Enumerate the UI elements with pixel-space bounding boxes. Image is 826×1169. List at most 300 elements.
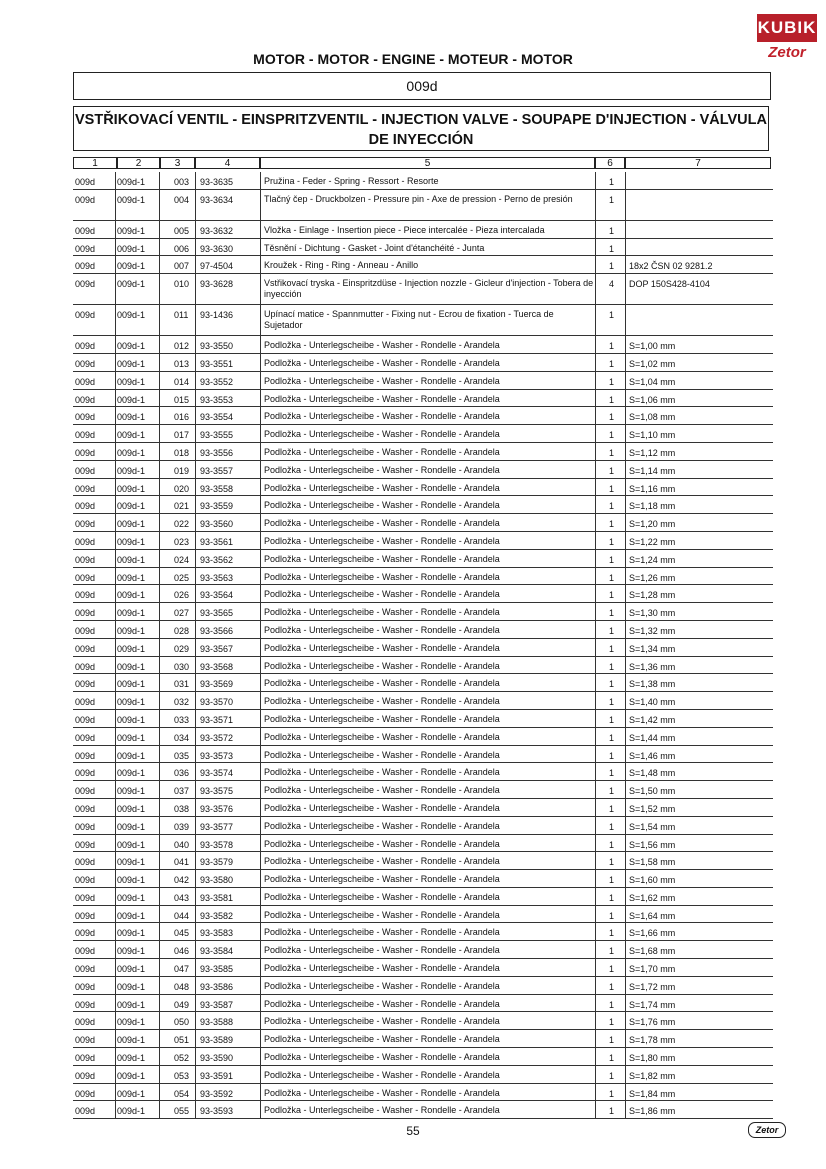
column-divider xyxy=(115,172,116,189)
column-divider xyxy=(195,305,196,335)
cell-c1: 009d xyxy=(75,1053,96,1064)
cell-c1: 009d xyxy=(75,892,96,903)
column-divider xyxy=(115,496,116,513)
cell-c2: 009d-1 xyxy=(117,341,146,352)
cell-c4: 93-3563 xyxy=(200,572,234,583)
cell-c6: 1 xyxy=(609,310,615,321)
cell-c7: S=1,82 mm xyxy=(629,1070,676,1081)
column-divider xyxy=(625,1084,626,1101)
cell-c3: 022 xyxy=(174,519,190,530)
cell-c3: 038 xyxy=(174,803,190,814)
cell-c1: 009d xyxy=(75,194,96,205)
column-divider xyxy=(260,1048,261,1065)
column-divider xyxy=(595,781,596,798)
cell-c1: 009d xyxy=(75,177,96,187)
column-divider xyxy=(159,603,160,620)
table-row xyxy=(73,941,773,959)
column-divider xyxy=(595,585,596,602)
column-divider xyxy=(159,977,160,994)
cell-c4: 93-3585 xyxy=(200,964,234,975)
column-divider xyxy=(595,221,596,238)
cell-c2: 009d-1 xyxy=(117,679,146,690)
column-divider xyxy=(159,514,160,531)
cell-c2: 009d-1 xyxy=(117,376,146,387)
cell-c2: 009d-1 xyxy=(117,279,146,290)
column-divider xyxy=(625,190,626,220)
column-divider xyxy=(115,239,116,256)
cell-c4: 93-3592 xyxy=(200,1088,234,1099)
cell-c5: Podložka - Unterlegscheibe - Washer - Rondelle - Arandela xyxy=(264,642,500,653)
column-divider xyxy=(195,425,196,442)
cell-c5: Podložka - Unterlegscheibe - Washer - Rondelle - Arandela xyxy=(264,500,500,511)
cell-c4: 93-3573 xyxy=(200,750,234,761)
column-divider xyxy=(115,479,116,496)
table-row xyxy=(73,1066,773,1084)
table-row xyxy=(73,221,773,239)
column-divider xyxy=(595,995,596,1012)
column-divider xyxy=(260,852,261,869)
cell-c1: 009d xyxy=(75,821,96,832)
cell-c3: 004 xyxy=(174,194,190,205)
cell-c5: Podložka - Unterlegscheibe - Washer - Rondelle - Arandela xyxy=(264,749,500,760)
column-divider xyxy=(260,870,261,887)
column-divider xyxy=(159,550,160,567)
column-divider xyxy=(595,959,596,976)
cell-c5: Podložka - Unterlegscheibe - Washer - Rondelle - Arandela xyxy=(264,891,500,902)
cell-c3: 006 xyxy=(174,243,190,254)
column-divider xyxy=(625,550,626,567)
cell-c7: S=1,56 mm xyxy=(629,839,676,850)
cell-c4: 93-3567 xyxy=(200,643,234,654)
cell-c5: Podložka - Unterlegscheibe - Washer - Rondelle - Arandela xyxy=(264,945,500,956)
cell-c2: 009d-1 xyxy=(117,554,146,565)
column-divider xyxy=(195,585,196,602)
column-divider xyxy=(595,692,596,709)
cell-c2: 009d-1 xyxy=(117,225,146,236)
column-divider xyxy=(260,532,261,549)
column-divider xyxy=(595,274,596,304)
column-divider xyxy=(195,172,196,189)
cell-c1: 009d xyxy=(75,981,96,992)
table-row xyxy=(73,532,773,550)
cell-c7: S=1,14 mm xyxy=(629,465,676,476)
column-divider xyxy=(159,959,160,976)
cell-c2: 009d-1 xyxy=(117,714,146,725)
column-divider xyxy=(115,799,116,816)
cell-c2: 009d-1 xyxy=(117,643,146,654)
column-divider xyxy=(159,407,160,424)
column-divider xyxy=(625,674,626,691)
cell-c3: 035 xyxy=(174,750,190,761)
column-divider xyxy=(115,995,116,1012)
table-row xyxy=(73,274,773,305)
column-divider xyxy=(260,390,261,407)
cell-c5: Podložka - Unterlegscheibe - Washer - Rondelle - Arandela xyxy=(264,856,500,867)
cell-c2: 009d-1 xyxy=(117,928,146,939)
column-divider xyxy=(625,799,626,816)
column-divider xyxy=(260,1101,261,1118)
cell-c5: Vstřikovací tryska - Einspritzdüse - Injection nozzle - Gicleur d'injection - Tobera de inyección xyxy=(264,278,594,300)
zetor-logo: Zetor xyxy=(768,44,806,61)
cell-c5: Podložka - Unterlegscheibe - Washer - Rondelle - Arandela xyxy=(264,731,500,742)
cell-c3: 028 xyxy=(174,625,190,636)
column-divider xyxy=(195,190,196,220)
column-divider xyxy=(625,407,626,424)
cell-c2: 009d-1 xyxy=(117,910,146,921)
table-row xyxy=(73,817,773,835)
cell-c7: S=1,62 mm xyxy=(629,892,676,903)
cell-c6: 1 xyxy=(609,857,615,868)
column-divider xyxy=(159,1048,160,1065)
column-divider xyxy=(595,1101,596,1118)
column-divider xyxy=(260,710,261,727)
column-divider xyxy=(195,443,196,460)
column-divider xyxy=(260,603,261,620)
table-row xyxy=(73,1084,773,1102)
column-divider xyxy=(625,763,626,780)
table-row xyxy=(73,1048,773,1066)
cell-c5: Pružina - Feder - Spring - Ressort - Resorte xyxy=(264,176,439,186)
cell-c7: S=1,38 mm xyxy=(629,679,676,690)
column-divider xyxy=(115,852,116,869)
cell-c6: 1 xyxy=(609,910,615,921)
column-divider xyxy=(195,1066,196,1083)
cell-c2: 009d-1 xyxy=(117,194,146,205)
column-divider xyxy=(260,639,261,656)
cell-c4: 93-3584 xyxy=(200,946,234,957)
cell-c3: 054 xyxy=(174,1088,190,1099)
cell-c1: 009d xyxy=(75,625,96,636)
cell-c6: 1 xyxy=(609,465,615,476)
cell-c7: S=1,80 mm xyxy=(629,1053,676,1064)
cell-c1: 009d xyxy=(75,1106,96,1117)
column-divider xyxy=(260,239,261,256)
column-divider xyxy=(595,1066,596,1083)
cell-c7: S=1,32 mm xyxy=(629,625,676,636)
column-divider xyxy=(159,941,160,958)
table-row xyxy=(73,746,773,764)
column-divider xyxy=(195,550,196,567)
cell-c7: S=1,42 mm xyxy=(629,714,676,725)
column-divider xyxy=(595,977,596,994)
column-divider xyxy=(159,728,160,745)
cell-c4: 93-3570 xyxy=(200,697,234,708)
cell-c7: S=1,54 mm xyxy=(629,821,676,832)
cell-c6: 1 xyxy=(609,1088,615,1099)
cell-c5: Podložka - Unterlegscheibe - Washer - Rondelle - Arandela xyxy=(264,446,500,457)
cell-c3: 049 xyxy=(174,999,190,1010)
cell-c7: S=1,48 mm xyxy=(629,768,676,779)
column-divider xyxy=(260,941,261,958)
column-divider xyxy=(595,1012,596,1029)
cell-c6: 1 xyxy=(609,358,615,369)
column-divider xyxy=(625,959,626,976)
column-divider xyxy=(260,1030,261,1047)
cell-c2: 009d-1 xyxy=(117,310,146,321)
column-divider xyxy=(595,621,596,638)
column-divider xyxy=(595,568,596,585)
cell-c5: Vložka - Einlage - Insertion piece - Piece intercalée - Pieza intercalada xyxy=(264,224,545,235)
column-divider xyxy=(625,639,626,656)
column-divider xyxy=(595,603,596,620)
column-divider xyxy=(195,221,196,238)
column-divider xyxy=(625,479,626,496)
column-divider xyxy=(195,496,196,513)
column-divider xyxy=(595,461,596,478)
cell-c4: 93-3630 xyxy=(200,243,234,254)
cell-c2: 009d-1 xyxy=(117,981,146,992)
cell-c1: 009d xyxy=(75,430,96,441)
cell-c1: 009d xyxy=(75,875,96,886)
cell-c6: 1 xyxy=(609,519,615,530)
table-row xyxy=(73,256,773,274)
cell-c3: 029 xyxy=(174,643,190,654)
column-divider xyxy=(625,817,626,834)
cell-c2: 009d-1 xyxy=(117,1106,146,1117)
column-divider xyxy=(625,568,626,585)
column-divider xyxy=(115,354,116,371)
column-divider xyxy=(159,336,160,353)
column-divider xyxy=(595,479,596,496)
column-divider xyxy=(625,1101,626,1118)
column-divider xyxy=(625,172,626,189)
cell-c5: Podložka - Unterlegscheibe - Washer - Rondelle - Arandela xyxy=(264,1105,500,1116)
column-divider xyxy=(159,568,160,585)
page-title: MOTOR - MOTOR - ENGINE - MOTEUR - MOTOR xyxy=(253,51,573,67)
cell-c5: Podložka - Unterlegscheibe - Washer - Rondelle - Arandela xyxy=(264,785,500,796)
cell-c4: 93-3581 xyxy=(200,892,234,903)
cell-c6: 1 xyxy=(609,839,615,850)
column-divider xyxy=(260,799,261,816)
cell-c6: 1 xyxy=(609,643,615,654)
table-row xyxy=(73,425,773,443)
cell-c4: 93-1436 xyxy=(200,310,234,321)
column-divider xyxy=(595,354,596,371)
cell-c7: S=1,26 mm xyxy=(629,572,676,583)
column-divider xyxy=(115,585,116,602)
column-divider xyxy=(260,1084,261,1101)
cell-c5: Podložka - Unterlegscheibe - Washer - Rondelle - Arandela xyxy=(264,1016,500,1027)
cell-c1: 009d xyxy=(75,839,96,850)
cell-c1: 009d xyxy=(75,857,96,868)
cell-c4: 93-3586 xyxy=(200,981,234,992)
cell-c4: 93-3578 xyxy=(200,839,234,850)
column-divider xyxy=(260,443,261,460)
column-divider xyxy=(195,479,196,496)
cell-c3: 019 xyxy=(174,465,190,476)
cell-c7: S=1,18 mm xyxy=(629,501,676,512)
column-divider xyxy=(260,888,261,905)
column-divider xyxy=(159,763,160,780)
column-divider xyxy=(595,799,596,816)
column-divider xyxy=(115,1012,116,1029)
cell-c5: Podložka - Unterlegscheibe - Washer - Rondelle - Arandela xyxy=(264,589,500,600)
column-divider xyxy=(625,906,626,923)
cell-c3: 012 xyxy=(174,341,190,352)
cell-c5: Podložka - Unterlegscheibe - Washer - Rondelle - Arandela xyxy=(264,553,500,564)
column-divider xyxy=(159,443,160,460)
cell-c5: Podložka - Unterlegscheibe - Washer - Rondelle - Arandela xyxy=(264,696,500,707)
column-divider xyxy=(159,692,160,709)
cell-c2: 009d-1 xyxy=(117,430,146,441)
column-divider xyxy=(595,256,596,273)
cell-c1: 009d xyxy=(75,279,96,290)
column-divider xyxy=(625,425,626,442)
column-divider xyxy=(195,923,196,940)
cell-c1: 009d xyxy=(75,786,96,797)
column-divider xyxy=(115,674,116,691)
column-divider xyxy=(625,728,626,745)
column-divider xyxy=(625,305,626,335)
column-divider xyxy=(195,461,196,478)
cell-c7: S=1,36 mm xyxy=(629,661,676,672)
cell-c2: 009d-1 xyxy=(117,261,146,272)
cell-c6: 1 xyxy=(609,501,615,512)
cell-c6: 1 xyxy=(609,394,615,405)
column-divider xyxy=(195,763,196,780)
column-divider xyxy=(115,190,116,220)
cell-c1: 009d xyxy=(75,412,96,423)
column-divider xyxy=(625,835,626,852)
column-divider xyxy=(115,1030,116,1047)
cell-c1: 009d xyxy=(75,732,96,743)
cell-c4: 93-3583 xyxy=(200,928,234,939)
cell-c6: 1 xyxy=(609,1070,615,1081)
column-divider xyxy=(115,888,116,905)
cell-c7: S=1,78 mm xyxy=(629,1035,676,1046)
cell-c4: 93-3580 xyxy=(200,875,234,886)
column-divider xyxy=(195,407,196,424)
column-divider xyxy=(195,1084,196,1101)
column-divider xyxy=(595,425,596,442)
cell-c4: 93-3628 xyxy=(200,279,234,290)
column-divider xyxy=(195,959,196,976)
cell-c5: Podložka - Unterlegscheibe - Washer - Rondelle - Arandela xyxy=(264,767,500,778)
column-divider xyxy=(625,372,626,389)
cell-c1: 009d xyxy=(75,376,96,387)
column-divider xyxy=(159,870,160,887)
cell-c4: 93-3632 xyxy=(200,225,234,236)
cell-c1: 009d xyxy=(75,928,96,939)
cell-c6: 4 xyxy=(609,279,615,290)
column-divider xyxy=(595,763,596,780)
cell-c7: S=1,76 mm xyxy=(629,1017,676,1028)
column-divider xyxy=(595,746,596,763)
cell-c3: 045 xyxy=(174,928,190,939)
cell-c6: 1 xyxy=(609,732,615,743)
cell-c4: 93-3576 xyxy=(200,803,234,814)
column-divider xyxy=(159,239,160,256)
column-divider xyxy=(260,977,261,994)
cell-c1: 009d xyxy=(75,536,96,547)
cell-c4: 93-3575 xyxy=(200,786,234,797)
cell-c6: 1 xyxy=(609,608,615,619)
column-divider xyxy=(260,817,261,834)
cell-c7: S=1,50 mm xyxy=(629,786,676,797)
column-divider xyxy=(115,923,116,940)
column-divider xyxy=(115,1101,116,1118)
column-divider xyxy=(115,1084,116,1101)
column-divider xyxy=(195,514,196,531)
column-divider xyxy=(595,514,596,531)
cell-c7: S=1,64 mm xyxy=(629,910,676,921)
cell-c3: 040 xyxy=(174,839,190,850)
column-divider xyxy=(195,674,196,691)
column-divider xyxy=(195,274,196,304)
cell-c1: 009d xyxy=(75,261,96,272)
cell-c3: 041 xyxy=(174,857,190,868)
cell-c3: 051 xyxy=(174,1035,190,1046)
column-divider xyxy=(115,835,116,852)
cell-c5: Podložka - Unterlegscheibe - Washer - Rondelle - Arandela xyxy=(264,357,500,368)
column-divider xyxy=(625,923,626,940)
cell-c2: 009d-1 xyxy=(117,1070,146,1081)
cell-c5: Podložka - Unterlegscheibe - Washer - Rondelle - Arandela xyxy=(264,482,500,493)
table-row xyxy=(73,870,773,888)
column-divider xyxy=(195,692,196,709)
column-divider xyxy=(595,870,596,887)
cell-c3: 025 xyxy=(174,572,190,583)
column-divider xyxy=(260,746,261,763)
column-divider xyxy=(195,1012,196,1029)
column-divider xyxy=(159,256,160,273)
column-divider xyxy=(159,657,160,674)
cell-c4: 93-3557 xyxy=(200,465,234,476)
column-divider xyxy=(625,852,626,869)
cell-c7: DOP 150S428-4104 xyxy=(629,279,710,290)
column-divider xyxy=(595,817,596,834)
cell-c6: 1 xyxy=(609,714,615,725)
column-divider xyxy=(159,995,160,1012)
column-divider xyxy=(195,995,196,1012)
column-divider xyxy=(195,888,196,905)
cell-c3: 055 xyxy=(174,1106,190,1117)
cell-c2: 009d-1 xyxy=(117,839,146,850)
column-divider xyxy=(595,852,596,869)
cell-c4: 93-3565 xyxy=(200,608,234,619)
column-divider xyxy=(625,1012,626,1029)
column-divider xyxy=(115,763,116,780)
cell-c1: 009d xyxy=(75,590,96,601)
table-row xyxy=(73,305,773,336)
cell-c3: 020 xyxy=(174,483,190,494)
cell-c6: 1 xyxy=(609,768,615,779)
column-divider xyxy=(115,568,116,585)
column-divider xyxy=(260,959,261,976)
cell-c3: 005 xyxy=(174,225,190,236)
column-divider xyxy=(595,190,596,220)
column-divider xyxy=(625,461,626,478)
cell-c5: Podložka - Unterlegscheibe - Washer - Rondelle - Arandela xyxy=(264,375,500,386)
cell-c3: 014 xyxy=(174,376,190,387)
cell-c5: Podložka - Unterlegscheibe - Washer - Rondelle - Arandela xyxy=(264,963,500,974)
cell-c2: 009d-1 xyxy=(117,447,146,458)
cell-c6: 1 xyxy=(609,661,615,672)
cell-c6: 1 xyxy=(609,572,615,583)
column-divider xyxy=(159,621,160,638)
cell-c4: 93-3593 xyxy=(200,1106,234,1117)
cell-c7: S=1,60 mm xyxy=(629,875,676,886)
column-header: 2 xyxy=(117,157,160,169)
cell-c1: 009d xyxy=(75,964,96,975)
table-row xyxy=(73,852,773,870)
cell-c7: S=1,30 mm xyxy=(629,608,676,619)
cell-c5: Podložka - Unterlegscheibe - Washer - Rondelle - Arandela xyxy=(264,1052,500,1063)
column-header: 1 xyxy=(73,157,117,169)
cell-c2: 009d-1 xyxy=(117,999,146,1010)
table-row xyxy=(73,906,773,924)
column-divider xyxy=(115,425,116,442)
